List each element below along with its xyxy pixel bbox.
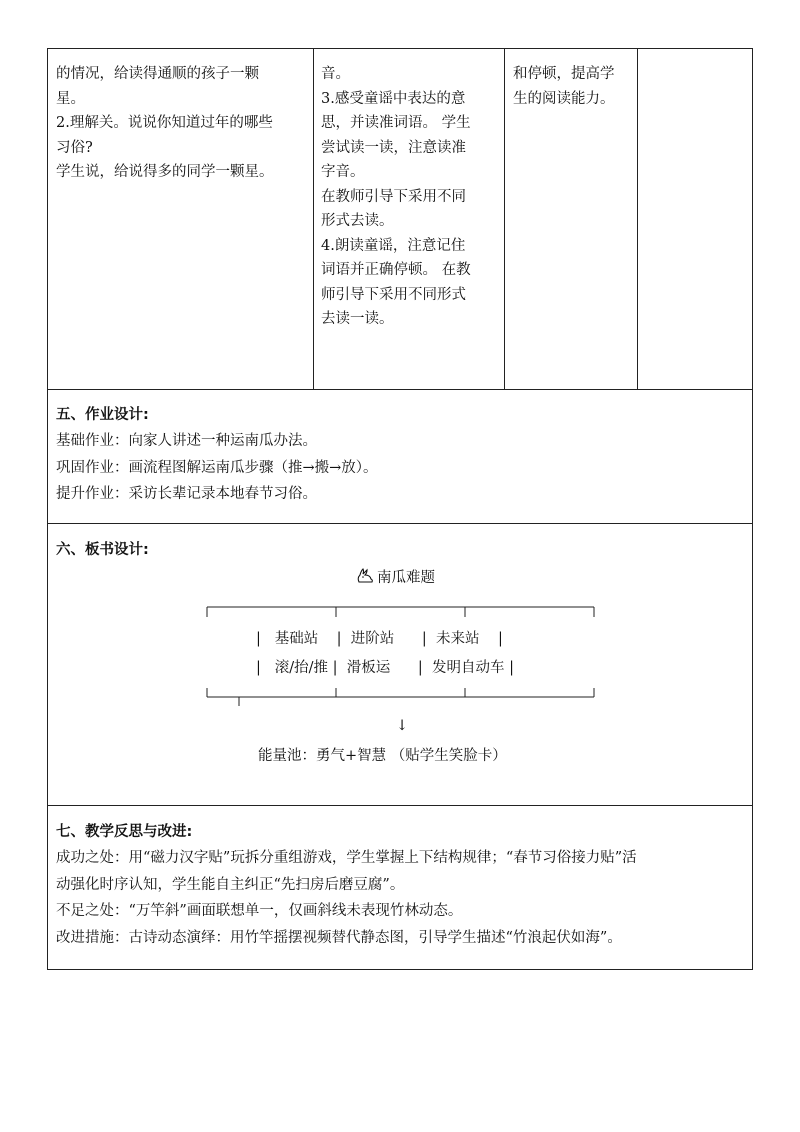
text-line: 尝试读一读，注意读准 — [321, 139, 466, 156]
section-title: 五、作业设计: — [56, 407, 149, 423]
homework-line: 巩固作业：画流程图解运南瓜步骤（推→搬→放）。 — [56, 459, 378, 476]
blackboard-row-stations: | 基础站 | 进阶站 | 未来站 | — [256, 631, 503, 647]
reflection-line: 动强化时序认知，学生能自主纠正“先扫房后磨豆腐”。 — [56, 876, 405, 893]
station-future: 未来站 — [436, 631, 480, 647]
station-advanced: 进阶站 — [350, 631, 395, 647]
text-line: 2.理解关。说说你知道过年的哪些 — [56, 115, 273, 131]
homework-line: 提升作业：采访长辈记录本地春节习俗。 — [56, 486, 317, 502]
reflection-line: 成功之处：用“磁力汉字贴”玩拆分重组游戏，学生掌握上下结构规律；“春节习俗接力贴”活 — [56, 850, 637, 866]
text-line: 字音。 — [321, 164, 365, 180]
method-future: 发明自动车 — [431, 660, 505, 676]
down-arrow-icon: ↓ — [396, 718, 409, 734]
text-line: 在教师引导下采用不同 — [321, 188, 466, 205]
text-line: 习俗? — [56, 139, 93, 156]
reflection-section — [56, 819, 637, 951]
blackboard-title-text: 南瓜难题 — [377, 570, 435, 586]
text-line: 星。 — [56, 90, 85, 107]
text-line: 学生说，给说得多的同学一颗星。 — [56, 164, 274, 180]
section-title: 七、教学反思与改进: — [56, 824, 193, 840]
station-basic: 基础站 — [274, 631, 319, 647]
reflection-line: 不足之处：“万竿斜”画面联想单一，仅画斜线未表现竹林动态。 — [56, 903, 463, 919]
text-line: 思，并读准词语。 学生 — [321, 115, 471, 131]
method-basic: 滚/抬/推 — [274, 660, 328, 676]
text-line: 去读一读。 — [321, 311, 394, 327]
text-line: 词语并正确停顿。 在教 — [321, 262, 471, 278]
text-line: 音。 — [321, 66, 350, 82]
text-line: 的情况，给读得通顺的孩子一颗 — [56, 66, 259, 82]
text-line: 和停顿，提高学 — [513, 66, 615, 82]
text-line: 形式去读。 — [321, 213, 394, 229]
homework-line: 基础作业：向家人讲述一种运南瓜办法。 — [56, 433, 317, 449]
method-advanced: 滑板运 — [346, 660, 391, 676]
text-line: 师引导下采用不同形式 — [321, 286, 466, 303]
energy-pool-line: 能量池：勇气+智慧 （贴学生笑脸卡） — [258, 748, 507, 764]
divider-blackboard — [47, 805, 753, 806]
section-title: 六、板书设计: — [56, 542, 149, 558]
text-line: 3.感受童谣中表达的意 — [321, 90, 466, 107]
text-line: 4.朗读童谣，注意记住 — [321, 237, 466, 254]
reflection-line: 改进措施：古诗动态演绎：用竹竿摇摆视频替代静态图，引导学生描述“竹浪起伏如海”。 — [56, 929, 622, 946]
text-line: 生的阅读能力。 — [513, 90, 615, 107]
blackboard-row-methods: | 滚/抬/推 | 滑板运 | 发明自动车 | — [256, 660, 514, 676]
